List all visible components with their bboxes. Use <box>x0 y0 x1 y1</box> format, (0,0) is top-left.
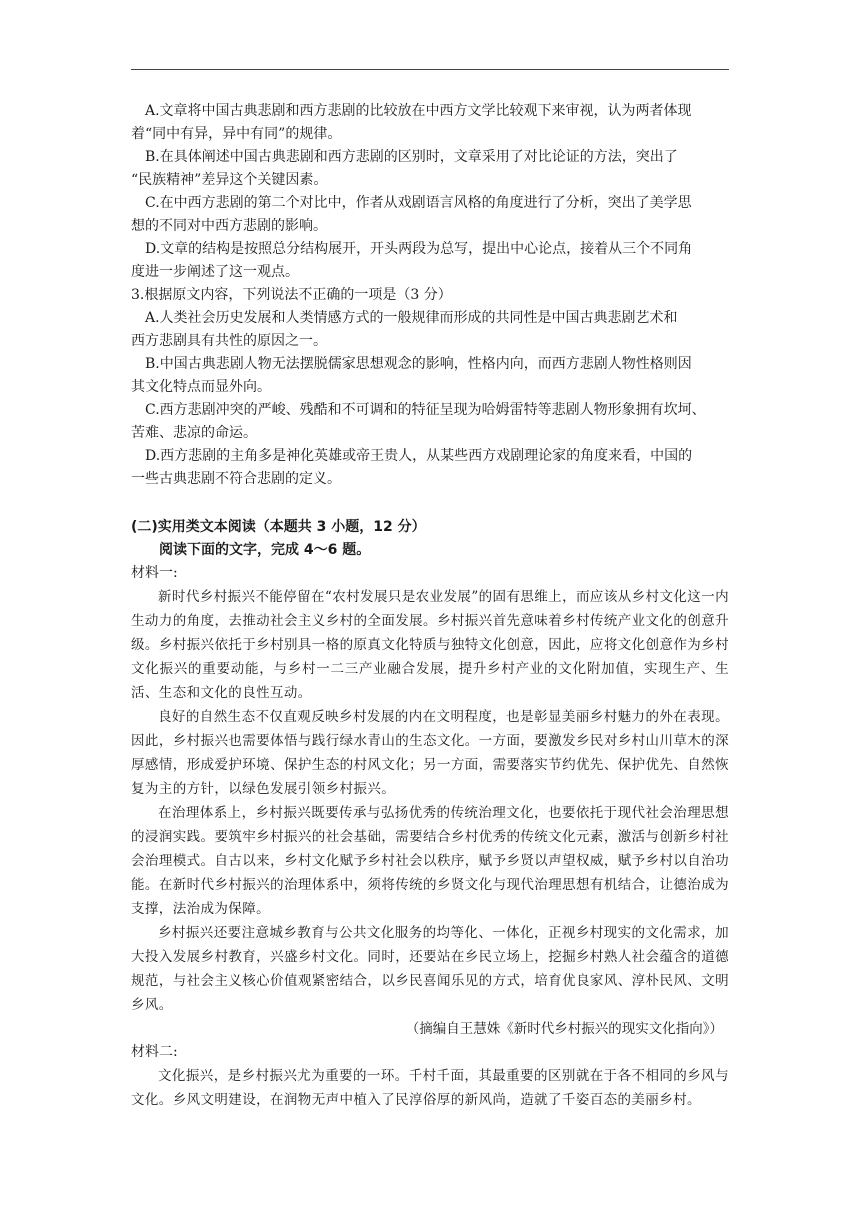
material2-paragraph: 文化振兴，是乡村振兴尤为重要的一环。千村千面，其最重要的区别就在于各不相同的乡风与文化。乡风文明建设，在润物无声中植入了民淳俗厚的新风尚，造就了千姿百态的美丽乡村。 <box>131 1068 729 1108</box>
question2-options <box>131 100 729 284</box>
material1-paragraph: 在治理体系上，乡村振兴既要传承与弘扬优秀的传统治理文化，也要依托于现代社会治理思想的浸润实践。要筑牢乡村振兴的社会基础，需要结合乡村优秀的传统文化元素，激活与创新乡村社会治理模式。自古以来，乡村文化赋予乡村社会以秩序，赋予乡贤以声望权威，赋予乡村以自治功能。在新时代乡村振兴的治理体系中，须将传统的乡贤文化与现代治理思想有机结合，让德治成为支撑，法治成为保障。 <box>131 805 729 917</box>
question3-stem: 3.根据原文内容，下列说法不正确的一项是（3 分） <box>131 287 452 303</box>
section-gap <box>131 491 729 516</box>
option-3c: C.西方悲剧冲突的严峻、残酷和不可调和的特征呈现为哈姆雷特等悲剧人物形象拥有坎坷、 苦难、悲凉的命运。 <box>131 402 706 441</box>
option-3b: B.中国古典悲剧人物无法摆脱儒家思想观念的影响，性格内向，而西方悲剧人物性格则因 其文化特点而显外向。 <box>131 356 692 395</box>
material1-source: （摘编自王慧姝《新时代乡村振兴的现实文化指向》） <box>405 1021 723 1037</box>
document-page <box>131 100 729 1112</box>
option-3a: A.人类社会历史发展和人类情感方式的一般规律而形成的共同性是中国古典悲剧艺术和 西方悲剧具有共性的原因之一。 <box>131 310 678 349</box>
reading-instruction: 阅读下面的文字，完成 4～6 题。 <box>159 542 371 558</box>
question3 <box>131 284 729 491</box>
material1-label: 材料一: <box>131 565 178 581</box>
material1-paragraph: 新时代乡村振兴不能停留在“农村发展只是农业发展”的固有思维上，而应该从乡村文化这一内生动力的角度，去推动社会主义乡村的全面发展。乡村振兴首先意味着乡村传统产业文化的创意升级。乡村振兴依托于乡村别具一格的原真文化特质与独特文化创意，因此，应将文化创意作为乡村文化振兴的重要动能，与乡村一二三产业融合发展，提升乡村产业的文化附加值，实现生产、生活、生态和文化的良性互动。 <box>131 589 729 701</box>
section-title: (二)实用类文本阅读（本题共 3 小题，12 分） <box>131 519 426 535</box>
header-rule <box>131 69 729 70</box>
option-2b: B.在具体阐述中国古典悲剧和西方悲剧的区别时，文章采用了对比论证的方法，突出了 “民族精神”差异这个关键因素。 <box>131 149 678 188</box>
material2-label: 材料二: <box>131 1044 178 1060</box>
material1-paragraph: 乡村振兴还要注意城乡教育与公共文化服务的均等化、一体化，正视乡村现实的文化需求，加大投入发展乡村教育，兴盛乡村文化。同时，还要站在乡民立场上，挖掘乡村熟人社会蕴含的道德规范，与社会主义核心价值观紧密结合，以乡民喜闻乐见的方式，培育优良家风、淳朴民风、文明乡风。 <box>131 925 729 1013</box>
material1-paragraph: 良好的自然生态不仅直观反映乡村发展的内在文明程度，也是彰显美丽乡村魅力的外在表现。因此，乡村振兴也需要体悟与践行绿水青山的生态文化。一方面，要激发乡民对乡村山川草木的深厚感情，形成爱护环境、保护生态的村风文化；另一方面，需要落实节约优先、保护优先、自然恢复为主的方针，以绿色发展引领乡村振兴。 <box>131 709 729 797</box>
option-2a: A.文章将中国古典悲剧和西方悲剧的比较放在中西方文学比较观下来审视，认为两者体现 着“同中有异，异中有同”的规律。 <box>131 103 692 142</box>
option-2c: C.在中西方悲剧的第二个对比中，作者从戏剧语言风格的角度进行了分析，突出了美学思 想的不同对中西方悲剧的影响。 <box>131 195 692 234</box>
option-3d: D.西方悲剧的主角多是神化英雄或帝王贵人，从某些西方戏剧理论家的角度来看，中国的 一些古典悲剧不符合悲剧的定义。 <box>131 448 693 487</box>
option-2d: D.文章的结构是按照总分结构展开，开头两段为总写，提出中心论点，接着从三个不同角 度进一步阐述了这一观点。 <box>131 241 693 280</box>
